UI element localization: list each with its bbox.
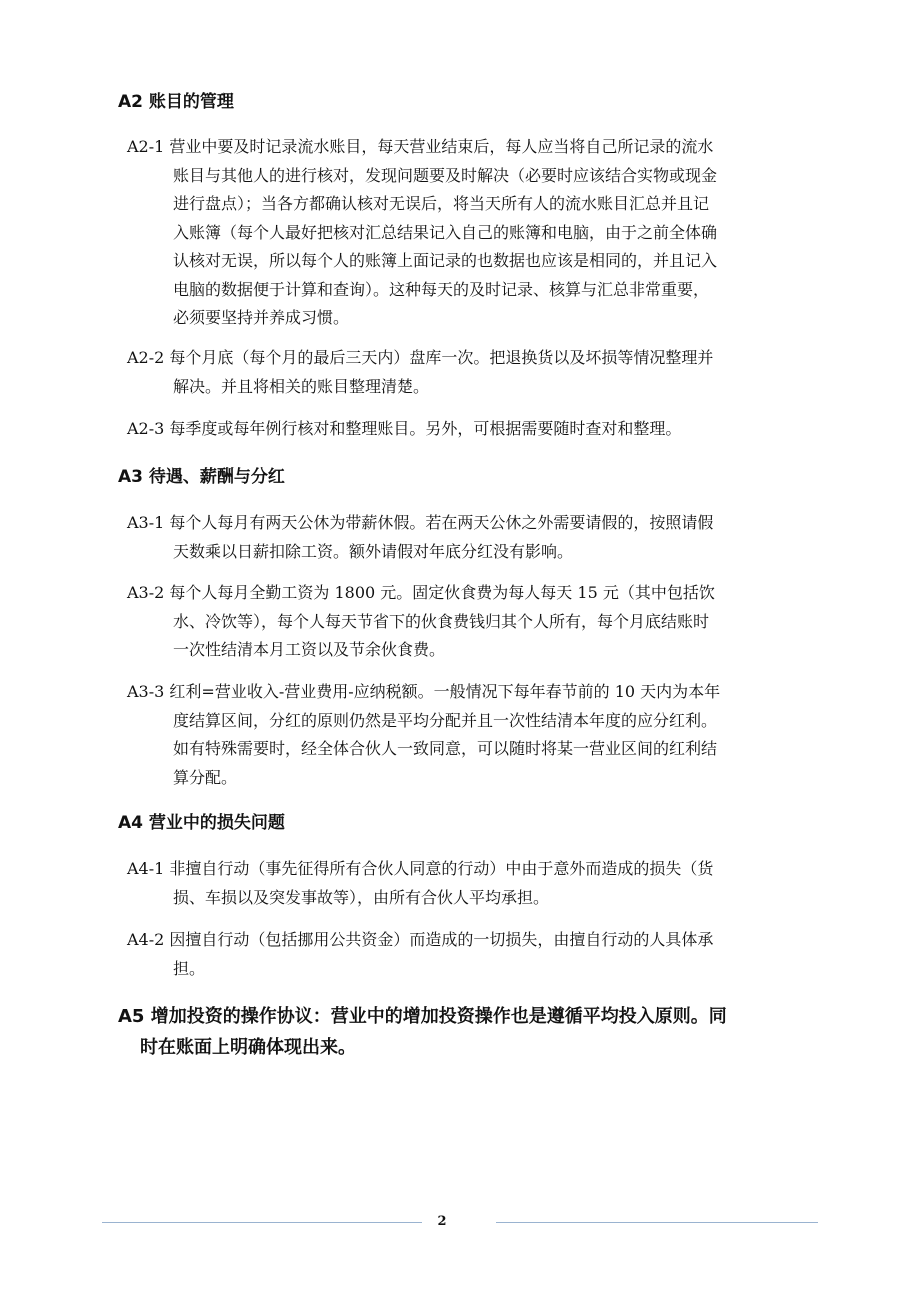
clause-a2-2 [127,344,810,401]
clause-line: 认核对无误，所以每个人的账簿上面记录的也数据也应该是相同的，并且记入 [173,251,718,270]
clause-line: 必须要坚持并养成习惯。 [173,308,350,327]
clause-a2-1 [127,133,810,333]
clause-a3-3 [127,678,810,792]
clause-line: 天数乘以日薪扣除工资。额外请假对年底分红没有影响。 [173,541,574,561]
clause-line: A3-2 每个人每月全勤工资为 1800 元。固定伙食费为每人每天 15 元（其中包括饮 [127,583,715,602]
clause-line: 损、车损以及突发事故等），由所有合伙人平均承担。 [173,887,550,907]
heading-line: A5 增加投资的操作协议：营业中的增加投资操作也是遵循平均投入原则。同 [118,1006,727,1027]
clause-line: 度结算区间，分红的原则仍然是平均分配并且一次性结清本年度的应分红利。 [173,710,718,730]
clause-line: 一次性结清本月工资以及节余伙食费。 [173,640,446,659]
clause-line: 算分配。 [173,767,238,787]
clause-line: 如有特殊需要时，经全体合伙人一致同意，可以随时将某一营业区间的红利结 [173,739,718,758]
clause-line: A3-3 红利=营业收入-营业费用-应纳税额。一般情况下每年春节前的 10 天内为本年 [127,682,721,701]
clause-line: 电脑的数据便于计算和查询）。这种每天的及时记录、核算与汇总非常重要， [173,279,710,299]
clause-line: A2-1 营业中要及时记录流水账目，每天营业结束后，每人应当将自己所记录的流水 [127,137,714,156]
clause-line: A2-2 每个月底（每个月的最后三天内）盘库一次。把退换货以及坏损等情况整理并 [127,348,714,367]
clause-line: 担。 [173,958,206,978]
clause-line: 进行盘点）；当各方都确认核对无误后，将当天所有人的流水账目汇总并且记 [173,194,710,213]
clause-a3-1 [127,509,810,566]
clause-line: 水、冷饮等），每个人每天节省下的伙食费钱归其个人所有，每个月底结账时 [173,611,710,631]
clause-line: A4-1 非擅自行动（事先征得所有合伙人同意的行动）中由于意外而造成的损失（货 [127,859,714,878]
section-heading-a3: A3 待遇、薪酬与分红 [118,467,285,487]
page-number: 2 [437,1214,447,1229]
footer-rule-right [496,1222,818,1223]
clause-line: A4-2 因擅自行动（包括挪用公共资金）而造成的一切损失，由擅自行动的人具体承 [127,930,714,949]
clause-line: A2-3 每季度或每年例行核对和整理账目。另外，可根据需要随时查对和整理。 [127,419,682,438]
clause-line: 入账簿（每个人最好把核对汇总结果记入自己的账簿和电脑，由于之前全体确 [173,222,718,242]
footer-rule-left [102,1222,422,1223]
clause-line: A3-1 每个人每月有两天公休为带薪休假。若在两天公休之外需要请假的，按照请假 [127,513,714,532]
clause-line: 账目与其他人的进行核对，发现问题要及时解决（必要时应该结合实物或现金 [173,165,718,185]
clause-a2-3 [127,415,810,444]
section-heading-a5 [118,1001,808,1063]
clause-a3-2 [127,579,810,665]
clause-line: 解决。并且将相关的账目整理清楚。 [173,376,430,396]
clause-a4-2 [127,926,810,983]
section-heading-a2: A2 账目的管理 [118,92,234,112]
heading-line: 时在账面上明确体现出来。 [140,1037,356,1058]
clause-a4-1 [127,855,810,912]
section-heading-a4: A4 营业中的损失问题 [118,813,285,833]
